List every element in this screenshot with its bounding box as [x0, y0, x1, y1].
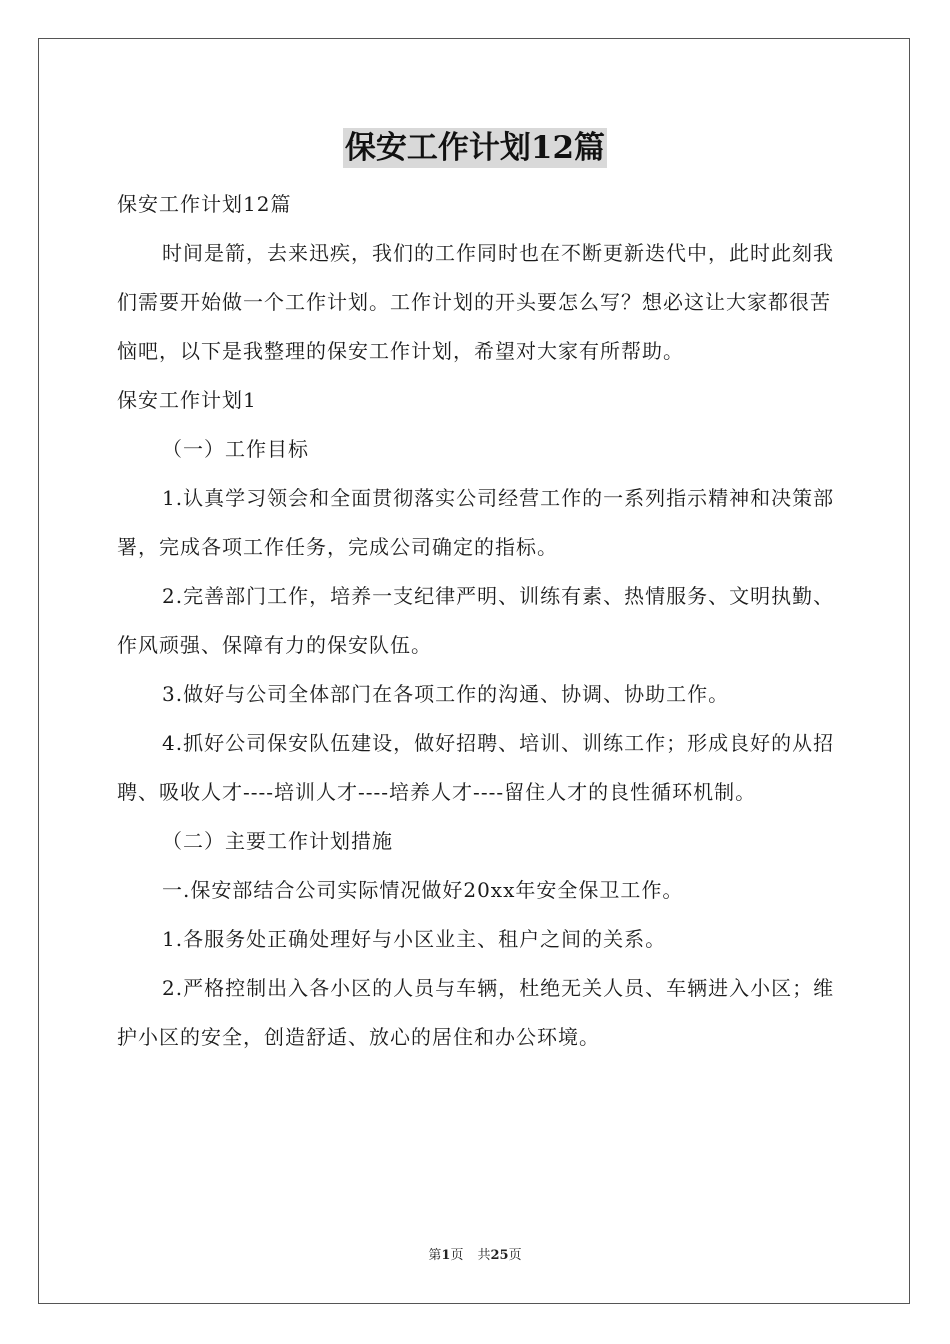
page-total: 25	[490, 1248, 509, 1263]
paragraph: 保安工作计划12篇	[117, 192, 292, 216]
page-current: 1	[441, 1248, 451, 1263]
page-footer	[0, 1247, 950, 1265]
document-title: 保安工作计划12篇	[344, 130, 606, 166]
paragraph: 一.保安部结合公司实际情况做好20xx年安全保卫工作。	[162, 878, 684, 902]
paragraph: 4.抓好公司保安队伍建设，做好招聘、培训、训练工作；形成良好的从招聘、吸收人才----培训人才----培养人才----留住人才的良性循环机制。	[117, 731, 835, 804]
paragraph: 1.各服务处正确处理好与小区业主、租户之间的关系。	[162, 927, 667, 951]
total-suffix: 页	[508, 1248, 522, 1263]
paragraph: （一）工作目标	[162, 437, 309, 461]
paragraph: 1.认真学习领会和全面贯彻落实公司经营工作的一系列指示精神和决策部署，完成各项工作任务，完成公司确定的指标。	[117, 486, 835, 559]
paragraph: 3.做好与公司全体部门在各项工作的沟通、协调、协助工作。	[162, 682, 730, 706]
document-body	[117, 180, 835, 1062]
paragraph: 2.严格控制出入各小区的人员与车辆，杜绝无关人员、车辆进入小区；维护小区的安全，创造舒适、放心的居住和办公环境。	[117, 976, 835, 1049]
total-prefix: 共	[477, 1248, 491, 1263]
page-suffix: 页	[450, 1248, 464, 1263]
title-container	[0, 128, 950, 168]
paragraph: 2.完善部门工作，培养一支纪律严明、训练有素、热情服务、文明执勤、作风顽强、保障有力的保安队伍。	[117, 584, 835, 657]
page-prefix: 第	[428, 1248, 442, 1263]
paragraph: 时间是箭，去来迅疾，我们的工作同时也在不断更新迭代中，此时此刻我们需要开始做一个工作计划。工作计划的开头要怎么写？想必这让大家都很苦恼吧，以下是我整理的保安工作计划，希望对大家有所帮助。	[117, 241, 834, 363]
paragraph: 保安工作计划1	[117, 388, 257, 412]
paragraph: （二）主要工作计划措施	[162, 829, 393, 853]
